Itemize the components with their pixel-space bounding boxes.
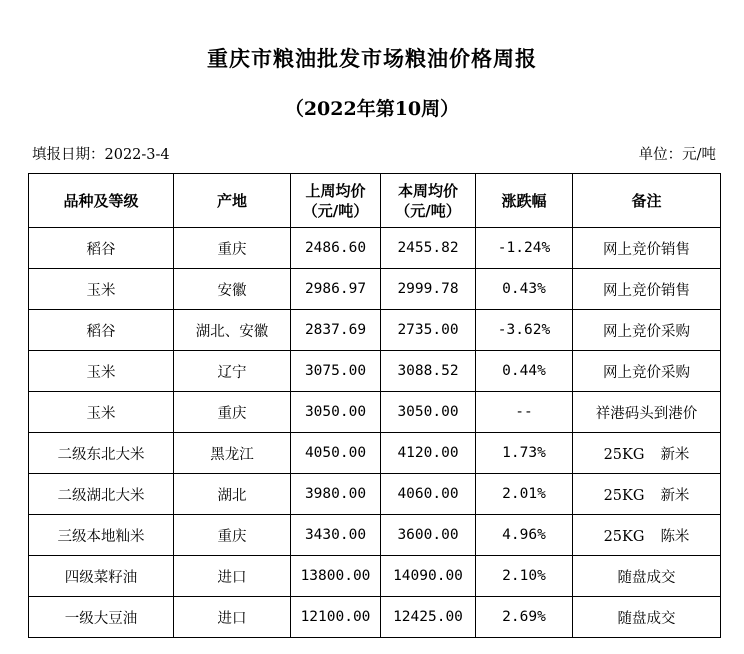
cell-this-week: 14090.00 xyxy=(381,556,476,597)
table-row xyxy=(29,474,721,515)
cell-change: 1.73% xyxy=(476,433,573,474)
cell-origin: 进口 xyxy=(174,556,291,597)
cell-change: -- xyxy=(476,392,573,433)
table-row xyxy=(29,310,721,351)
cell-this-week: 3088.52 xyxy=(381,351,476,392)
cell-variety: 玉米 xyxy=(29,351,174,392)
cell-origin: 安徽 xyxy=(174,269,291,310)
cell-last-week: 2837.69 xyxy=(291,310,381,351)
table-row xyxy=(29,351,721,392)
unit-label: 单位：元/吨 xyxy=(638,147,716,163)
cell-change: 2.69% xyxy=(476,597,573,638)
cell-origin: 湖北 xyxy=(174,474,291,515)
cell-variety: 二级东北大米 xyxy=(29,433,174,474)
header-this-week-line1: 本周均价 xyxy=(397,181,458,200)
remark-grade: 新米 xyxy=(660,487,690,504)
cell-this-week: 4060.00 xyxy=(381,474,476,515)
cell-remark xyxy=(573,474,721,515)
table-header-row xyxy=(29,174,721,228)
remark-package: 25KG xyxy=(603,528,645,545)
report-title: 重庆市粮油批发市场粮油价格周报 xyxy=(207,46,537,71)
cell-variety: 四级菜籽油 xyxy=(29,556,174,597)
cell-last-week: 4050.00 xyxy=(291,433,381,474)
cell-last-week: 13800.00 xyxy=(291,556,381,597)
cell-variety: 一级大豆油 xyxy=(29,597,174,638)
fill-date: 填报日期：2022-3-4 xyxy=(32,147,170,163)
cell-variety: 玉米 xyxy=(29,392,174,433)
cell-remark: 网上竞价采购 xyxy=(573,310,721,351)
cell-last-week: 2486.60 xyxy=(291,228,381,269)
header-variety: 品种及等级 xyxy=(29,174,174,228)
remark-grade: 新米 xyxy=(660,446,690,463)
cell-change: 0.44% xyxy=(476,351,573,392)
cell-origin: 湖北、安徽 xyxy=(174,310,291,351)
header-last-week-line1: 上周均价 xyxy=(305,181,366,200)
table-row xyxy=(29,433,721,474)
header-last-week-line2: （元/吨） xyxy=(302,201,369,220)
cell-remark xyxy=(573,515,721,556)
cell-remark: 祥港码头到港价 xyxy=(573,392,721,433)
cell-this-week: 4120.00 xyxy=(381,433,476,474)
table-row xyxy=(29,597,721,638)
cell-origin: 辽宁 xyxy=(174,351,291,392)
cell-change: 4.96% xyxy=(476,515,573,556)
cell-last-week: 3075.00 xyxy=(291,351,381,392)
cell-this-week: 3050.00 xyxy=(381,392,476,433)
cell-remark: 网上竞价销售 xyxy=(573,269,721,310)
cell-variety: 三级本地籼米 xyxy=(29,515,174,556)
cell-origin: 黑龙江 xyxy=(174,433,291,474)
cell-remark: 随盘成交 xyxy=(573,556,721,597)
cell-change: 0.43% xyxy=(476,269,573,310)
cell-this-week: 2455.82 xyxy=(381,228,476,269)
cell-this-week: 3600.00 xyxy=(381,515,476,556)
remark-package: 25KG xyxy=(603,446,645,463)
cell-origin: 重庆 xyxy=(174,515,291,556)
cell-last-week: 3050.00 xyxy=(291,392,381,433)
cell-this-week: 2999.78 xyxy=(381,269,476,310)
cell-this-week: 2735.00 xyxy=(381,310,476,351)
report-subtitle: （2022年第10周） xyxy=(284,98,460,120)
cell-change: -3.62% xyxy=(476,310,573,351)
cell-remark: 网上竞价采购 xyxy=(573,351,721,392)
table-row xyxy=(29,228,721,269)
cell-variety: 稻谷 xyxy=(29,310,174,351)
table-row xyxy=(29,269,721,310)
cell-variety: 玉米 xyxy=(29,269,174,310)
cell-remark: 随盘成交 xyxy=(573,597,721,638)
cell-remark xyxy=(573,433,721,474)
header-origin: 产地 xyxy=(174,174,291,228)
cell-this-week: 12425.00 xyxy=(381,597,476,638)
header-remark: 备注 xyxy=(573,174,721,228)
cell-origin: 进口 xyxy=(174,597,291,638)
cell-origin: 重庆 xyxy=(174,392,291,433)
header-change: 涨跌幅 xyxy=(476,174,573,228)
remark-package: 25KG xyxy=(603,487,645,504)
cell-change: 2.01% xyxy=(476,474,573,515)
cell-last-week: 3980.00 xyxy=(291,474,381,515)
cell-remark: 网上竞价销售 xyxy=(573,228,721,269)
cell-variety: 稻谷 xyxy=(29,228,174,269)
header-this-week xyxy=(381,174,476,228)
cell-change: -1.24% xyxy=(476,228,573,269)
cell-last-week: 3430.00 xyxy=(291,515,381,556)
cell-change: 2.10% xyxy=(476,556,573,597)
table-row xyxy=(29,556,721,597)
cell-origin: 重庆 xyxy=(174,228,291,269)
table-row xyxy=(29,515,721,556)
cell-last-week: 12100.00 xyxy=(291,597,381,638)
header-last-week xyxy=(291,174,381,228)
cell-variety: 二级湖北大米 xyxy=(29,474,174,515)
cell-last-week: 2986.97 xyxy=(291,269,381,310)
table-row xyxy=(29,392,721,433)
header-this-week-line2: （元/吨） xyxy=(395,201,461,220)
remark-grade: 陈米 xyxy=(660,528,690,545)
price-table xyxy=(28,173,721,638)
